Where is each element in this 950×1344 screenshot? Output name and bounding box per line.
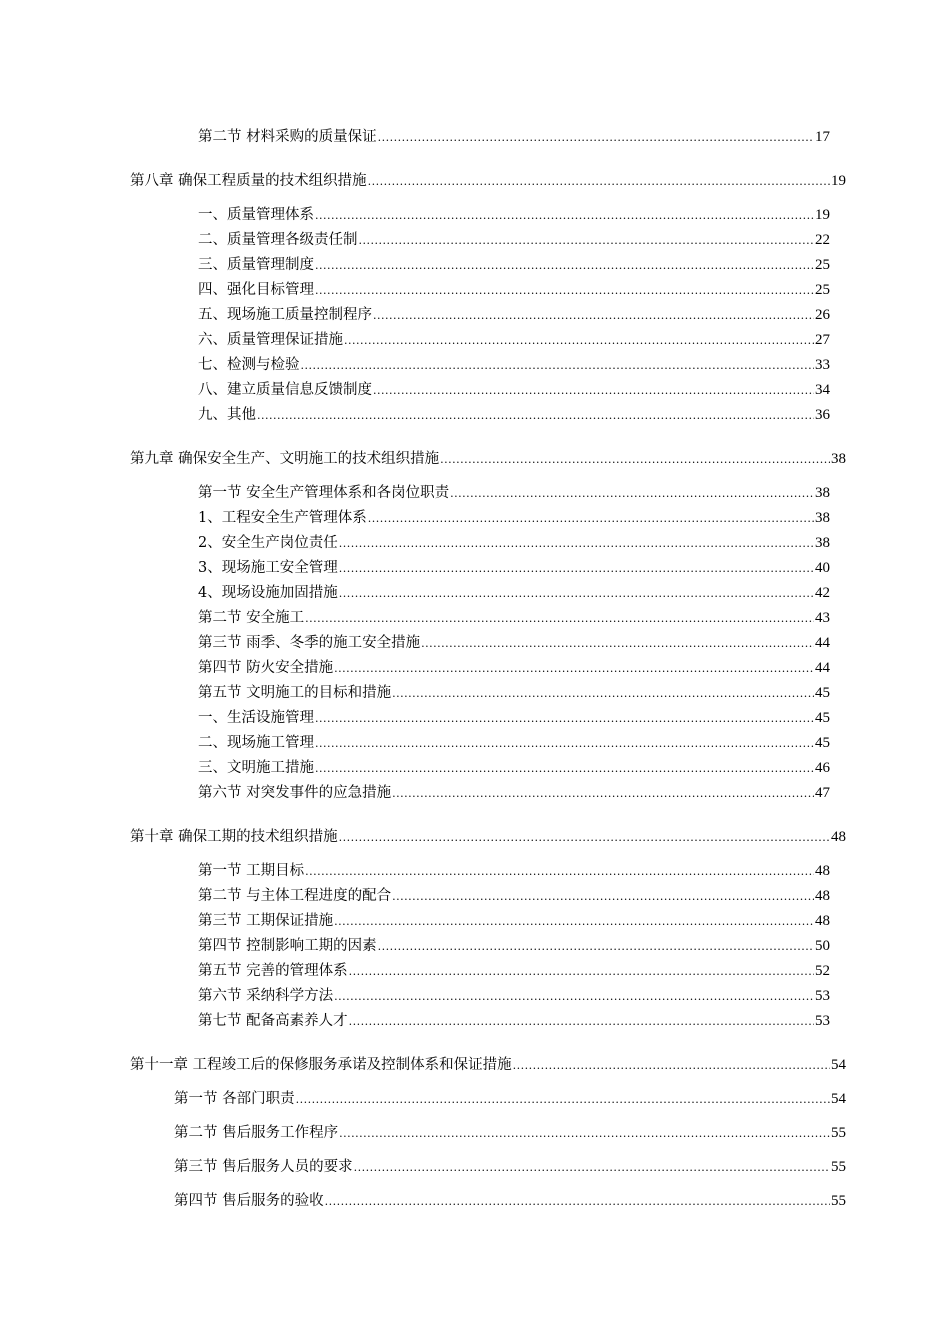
toc-entry-label: 2、安全生产岗位责任 [198,535,338,551]
toc-entry-page: 52 [815,963,830,979]
dot-leader [305,862,814,882]
dot-leader [339,1124,830,1144]
toc-entry[interactable] [174,1157,846,1177]
toc-entry[interactable] [198,483,830,503]
toc-entry[interactable] [198,1011,830,1031]
toc-entry-label: 第三节 工期保证措施 [198,913,334,929]
dot-leader [305,609,814,629]
toc-entry-label: 四、强化目标管理 [198,282,314,298]
toc-entry[interactable] [198,127,830,147]
dot-leader [392,887,814,907]
toc-entry[interactable] [198,330,830,350]
toc-entry[interactable] [198,533,830,553]
toc-entry-page: 19 [831,173,846,189]
toc-chapter[interactable] [130,171,846,191]
toc-entry[interactable] [174,1089,846,1109]
toc-entry-label: 第二节 材料采购的质量保证 [198,129,377,145]
toc-entry-label: 七、检测与检验 [198,357,300,373]
dot-leader [349,962,814,982]
toc-entry-label: 第十一章 工程竣工后的保修服务承诺及控制体系和保证措施 [130,1057,512,1073]
toc-entry[interactable] [198,558,830,578]
toc-entry[interactable] [198,583,830,603]
toc-entry-label: 二、质量管理各级责任制 [198,232,358,248]
dot-leader [373,381,814,401]
toc-entry-page: 55 [831,1193,846,1209]
toc-entry-page: 44 [815,635,830,651]
toc-chapter[interactable] [130,827,846,847]
toc-entry-page: 45 [815,735,830,751]
toc-entry-label: 第四节 防火安全措施 [198,660,334,676]
dot-leader [301,356,815,376]
toc-entry[interactable] [198,886,830,906]
dot-leader [368,509,814,529]
dot-leader [315,206,814,226]
toc-chapter[interactable] [130,449,846,469]
dot-leader [368,172,830,192]
toc-entry-page: 53 [815,1013,830,1029]
toc-entry[interactable] [198,205,830,225]
dot-leader [440,450,830,470]
toc-entry[interactable] [174,1123,846,1143]
toc-entry[interactable] [198,633,830,653]
dot-leader [257,406,814,426]
dot-leader [513,1056,830,1076]
toc-entry-page: 53 [815,988,830,1004]
toc-entry-label: 1、工程安全生产管理体系 [198,510,367,526]
toc-entry-page: 47 [815,785,830,801]
toc-entry-label: 第五节 文明施工的目标和措施 [198,685,392,701]
dot-leader [373,306,814,326]
toc-entry-page: 17 [815,129,830,145]
toc-entry-label: 一、生活设施管理 [198,710,314,726]
dot-leader [334,659,814,679]
toc-entry-page: 33 [815,357,830,373]
dot-leader [392,684,814,704]
dot-leader [315,256,814,276]
toc-entry-label: 第二节 与主体工程进度的配合 [198,888,392,904]
dot-leader [334,912,814,932]
toc-entry[interactable] [198,961,830,981]
toc-entry-page: 43 [815,610,830,626]
toc-entry-page: 45 [815,710,830,726]
dot-leader [315,709,814,729]
toc-entry-label: 第十章 确保工期的技术组织措施 [130,829,338,845]
toc-entry-label: 第六节 采纳科学方法 [198,988,334,1004]
dot-leader [344,331,814,351]
toc-entry-label: 第四节 售后服务的验收 [174,1193,324,1209]
toc-entry[interactable] [198,758,830,778]
dot-leader [325,1192,830,1212]
toc-entry-page: 54 [831,1091,846,1107]
toc-entry[interactable] [198,255,830,275]
toc-entry[interactable] [198,658,830,678]
toc-entry-page: 48 [815,863,830,879]
toc-entry[interactable] [174,1191,846,1211]
toc-entry[interactable] [198,305,830,325]
toc-entry[interactable] [198,608,830,628]
toc-entry-page: 40 [815,560,830,576]
toc-entry-label: 第三节 雨季、冬季的施工安全措施 [198,635,421,651]
toc-entry[interactable] [198,733,830,753]
toc-entry-page: 19 [815,207,830,223]
toc-entry-page: 38 [815,485,830,501]
toc-entry-label: 第九章 确保安全生产、文明施工的技术组织措施 [130,451,440,467]
toc-entry[interactable] [198,861,830,881]
toc-entry-label: 第一节 各部门职责 [174,1091,295,1107]
toc-entry-page: 38 [815,510,830,526]
toc-entry-label: 三、文明施工措施 [198,760,314,776]
dot-leader [315,759,814,779]
toc-entry[interactable] [198,230,830,250]
toc-entry-page: 48 [815,888,830,904]
toc-entry-page: 48 [815,913,830,929]
toc-entry-page: 55 [831,1125,846,1141]
toc-entry-label: 第三节 售后服务人员的要求 [174,1159,353,1175]
dot-leader [392,784,814,804]
dot-leader [349,1012,814,1032]
toc-entry[interactable] [198,683,830,703]
dot-leader [339,584,814,604]
toc-entry[interactable] [198,280,830,300]
toc-entry-label: 第八章 确保工程质量的技术组织措施 [130,173,367,189]
toc-entry[interactable] [198,380,830,400]
toc-entry-page: 44 [815,660,830,676]
toc-entry[interactable] [198,708,830,728]
toc-entry-label: 一、质量管理体系 [198,207,314,223]
toc-entry-page: 55 [831,1159,846,1175]
toc-entry-label: 九、其他 [198,407,256,423]
toc-entry-page: 27 [815,332,830,348]
toc-entry-page: 50 [815,938,830,954]
dot-leader [339,534,814,554]
toc-entry-page: 26 [815,307,830,323]
toc-entry-page: 25 [815,282,830,298]
toc-entry-label: 第六节 对突发事件的应急措施 [198,785,392,801]
toc-entry-page: 36 [815,407,830,423]
toc-entry-page: 38 [831,451,846,467]
toc-entry-label: 第七节 配备高素养人才 [198,1013,348,1029]
toc-entry[interactable] [198,936,830,956]
dot-leader [339,559,814,579]
toc-entry-page: 45 [815,685,830,701]
toc-entry-label: 二、现场施工管理 [198,735,314,751]
toc-entry-page: 54 [831,1057,846,1073]
toc-entry[interactable] [198,405,830,425]
toc-entry-page: 48 [831,829,846,845]
dot-leader [378,937,814,957]
toc-entry[interactable] [198,911,830,931]
toc-entry-label: 第一节 工期目标 [198,863,305,879]
toc-entry[interactable] [198,508,830,528]
toc-entry[interactable] [198,986,830,1006]
dot-leader [334,987,814,1007]
toc-chapter[interactable] [130,1055,846,1075]
toc-entry-label: 五、现场施工质量控制程序 [198,307,372,323]
dot-leader [354,1158,830,1178]
toc-entry[interactable] [198,355,830,375]
toc-entry-page: 25 [815,257,830,273]
toc-entry-label: 第二节 售后服务工作程序 [174,1125,339,1141]
toc-entry-page: 34 [815,382,830,398]
toc-entry-label: 第四节 控制影响工期的因素 [198,938,377,954]
toc-entry-label: 第二节 安全施工 [198,610,305,626]
toc-entry-page: 42 [815,585,830,601]
toc-entry[interactable] [198,783,830,803]
dot-leader [296,1090,830,1110]
dot-leader [450,484,814,504]
dot-leader [339,828,830,848]
toc-entry-page: 38 [815,535,830,551]
toc-entry-label: 第一节 安全生产管理体系和各岗位职责 [198,485,450,501]
dot-leader [315,734,814,754]
dot-leader [315,281,814,301]
dot-leader [421,634,814,654]
toc-entry-label: 4、现场设施加固措施 [198,585,338,601]
dot-leader [359,231,815,251]
toc-entry-page: 46 [815,760,830,776]
toc-entry-label: 第五节 完善的管理体系 [198,963,348,979]
toc-entry-label: 八、建立质量信息反馈制度 [198,382,372,398]
toc-entry-label: 三、质量管理制度 [198,257,314,273]
dot-leader [378,128,814,148]
toc-entry-label: 六、质量管理保证措施 [198,332,343,348]
toc-entry-page: 22 [815,232,830,248]
toc-entry-label: 3、现场施工安全管理 [198,560,338,576]
